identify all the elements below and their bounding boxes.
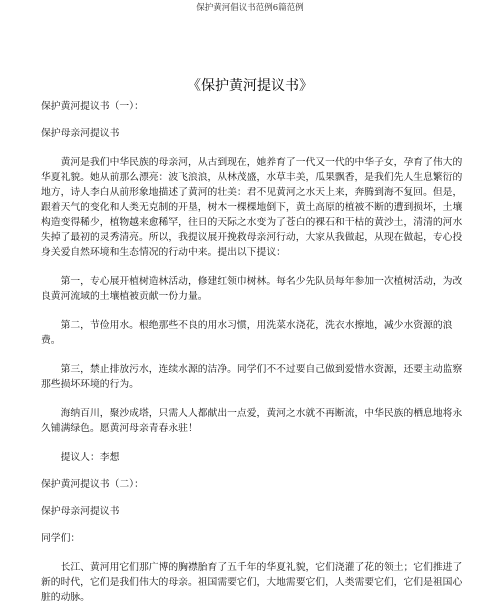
subtitle: 保护母亲河提议书	[41, 506, 120, 517]
document-title: 《保护黄河提议书》	[187, 78, 313, 94]
section-heading: 保护黄河提议书（二）：	[41, 479, 144, 490]
document-body	[41, 99, 463, 605]
paragraph: 第二，节俭用水。根绝那些不良的用水习惯，用洗菜水浇花，洗衣水擦地，减少水资源的浪费。	[41, 320, 453, 346]
section-heading: 保护黄河提议书（一）：	[41, 101, 144, 112]
signature: 提议人：李想	[60, 452, 120, 463]
paragraph: 长江、黄河用它们那广博的胸襟胎育了五千年的华夏礼貌，它们浇灌了花的领土；它们推进了新的时代，它们是我们伟大的母亲。祖国需要它们，大地需要它们，人类需要它们，它们是祖国心脏的动脉。	[41, 562, 463, 603]
salutation: 同学们：	[41, 533, 81, 544]
page-header: 保护黄河倡议书范例6篇范例	[196, 3, 304, 13]
paragraph: 第一，专心展开植树造林活动，修建红领巾树林。每名少先队员每年参加一次植树活动，为改良黄河流域的土壤植被贡献一份力量。	[41, 276, 463, 302]
subtitle: 保护母亲河提议书	[41, 128, 120, 139]
paragraph: 黄河是我们中华民族的母亲河，从古到现在，她养育了一代又一代的中华子女，孕育了伟大的华夏礼貌。她从前那么漂亮：波飞浪浪，从林茂盛，水草丰美，瓜果飘香，是我们先人生息繁衍的地方，诗人李白从前形象地描述了黄河的壮美：君不见黄河之水天上来，奔腾到海不复回。但是，跟着天气的变化和人类无克制的开垦，树木一棵棵地倒下，黄土高原的植被不断的遭到损坏，土壤构造变得稀少，植物越来愈稀罕，往日的天际之水变为了苍白的裸石和干枯的黄沙土，清清的河水失掉了最初的灵秀清亮。所以，我提议展开挽救母亲河行动，大家从我做起，从现在做起，专心投身关爱自然环境和生态情况的行动中来。提出以下提议：	[41, 157, 463, 258]
paragraph: 第三，禁止排放污水，连续水源的洁净。同学们不不过要自己做到爱惜水资源，还要主动监察那些损坏环境的行为。	[41, 364, 463, 390]
paragraph: 海纳百川，聚沙成塔，只需人人都献出一点爱，黄河之水就不再断流，中华民族的栖息地将永久铺满绿色。愿黄河母亲青春永驻！	[41, 408, 463, 434]
